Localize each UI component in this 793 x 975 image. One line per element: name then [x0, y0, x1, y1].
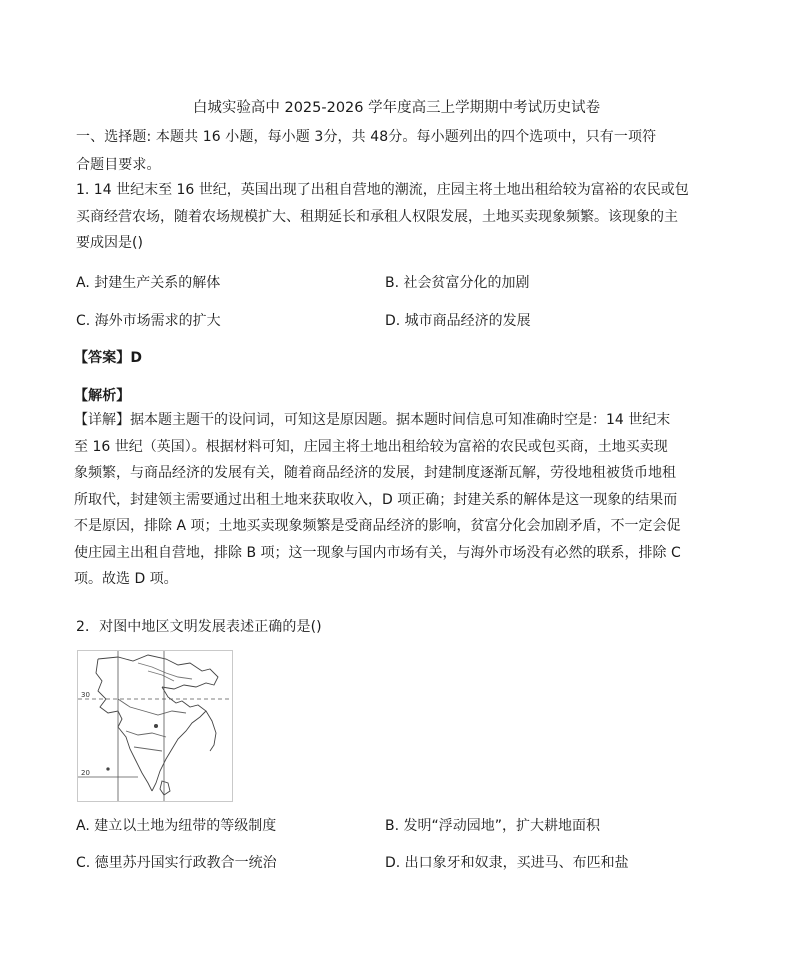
question-1-detail-line: 所取代，封建领主需要通过出租土地来获取收入，D 项正确；封建关系的解体是这一现象的结果而: [74, 491, 678, 508]
question-1-analysis-label: 【解析】: [74, 388, 131, 404]
question-1-option-d: D. 城市商品经济的发展: [385, 313, 531, 329]
question-1-detail: [74, 407, 714, 593]
south-asia-map-drawing: [78, 651, 232, 801]
question-2-option-c: C. 德里苏丹国实行政教合一统治: [76, 855, 277, 871]
question-1-answer: 【答案】D: [74, 350, 143, 366]
question-1-stem-line: 要成因是(): [76, 235, 143, 251]
question-2-option-a: A. 建立以土地为纽带的等级制度: [76, 818, 277, 834]
question-1-option-a: A. 封建生产关系的解体: [76, 275, 221, 291]
question-1-detail-line: 使庄园主出租自营地，排除 B 项；这一现象与国内市场有关，与海外市场没有必然的联系，排除 C: [74, 544, 681, 561]
question-1-option-c: C. 海外市场需求的扩大: [76, 313, 221, 329]
question-1-detail-line: 【详解】据本题主题干的设问词，可知这是原因题。据本题时间信息可知准确时空是：14 世纪末: [74, 412, 671, 428]
question-2-option-b: B. 发明“浮动园地”，扩大耕地面积: [385, 818, 601, 834]
section-instruction-line-2: 合题目要求。: [76, 157, 161, 173]
question-1-option-b: B. 社会贫富分化的加剧: [385, 275, 530, 291]
south-asia-map: [77, 650, 233, 802]
question-2-option-d: D. 出口象牙和奴隶，买进马、布匹和盐: [385, 855, 629, 871]
exam-title: 白城实验高中 2025-2026 学年度高三上学期期中考试历史试卷: [192, 100, 601, 116]
section-instruction-line-1: 一、选择题: 本题共 16 小题，每小题 3分，共 48分。每小题列出的四个选项中，只有一项符: [76, 129, 657, 145]
question-1-detail-line: 至 16 世纪（英国）。根据材料可知，庄园主将土地出租给较为富裕的农民或包买商，土地买卖现: [74, 438, 668, 455]
map-latitude-label: 30: [81, 691, 90, 699]
question-1-stem-line: 1. 14 世纪末至 16 世纪，英国出现了出租自营地的潮流，庄园主将土地出租给较为富裕的农民或包: [76, 182, 689, 198]
question-1-stem: [76, 177, 716, 257]
question-2-stem: 2．对图中地区文明发展表述正确的是(): [76, 619, 322, 635]
question-1-detail-line: 不是原因，排除 A 项；土地买卖现象频繁是受商品经济的影响，贫富分化会加剧矛盾，不一定会促: [74, 518, 681, 534]
question-1-detail-line: 象频繁，与商品经济的发展有关，随着商品经济的发展，封建制度逐渐瓦解，劳役地租被货币地租: [74, 465, 676, 481]
question-1-stem-line: 买商经营农场，随着农场规模扩大、租期延长和承租人权限发展，土地买卖现象频繁。该现象的主: [76, 208, 678, 225]
question-1-detail-line: 项。故选 D 项。: [74, 571, 178, 587]
map-latitude-label: 20: [81, 769, 90, 777]
